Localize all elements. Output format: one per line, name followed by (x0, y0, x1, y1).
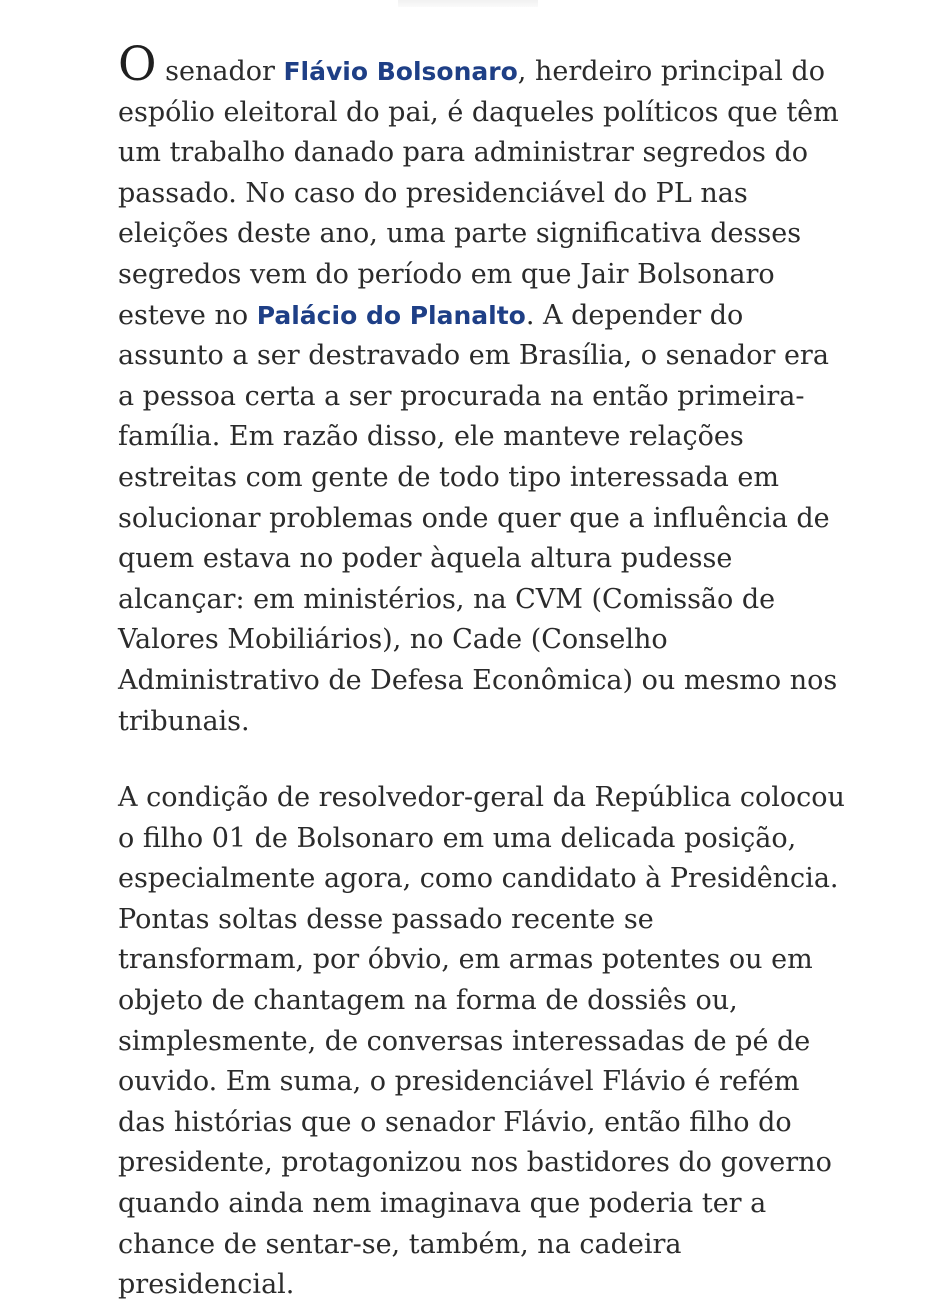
link-flavio-bolsonaro[interactable]: Flávio Bolsonaro (283, 57, 518, 86)
paragraph-1-text-b: , herdeiro principal do espólio eleitoral do pai, é daqueles políticos que têm um trabalho danado para administrar segredos do passado. No caso do presidenciável do PL nas eleições deste ano, uma parte significativa desses segredos vem do período em que Jair Bolsonaro esteve no (118, 56, 839, 331)
article-body (118, 37, 846, 1306)
article-paragraph-2: A condição de resolvedor-geral da República colocou o filho 01 de Bolsonaro em uma delicada posição, especialmente agora, como candidato à Presidência. Pontas soltas desse passado recente se transformam, por óbvio, em armas potentes ou em objeto de chantagem na forma de dossiês ou, simplesmente, de conversas interessadas de pé de ouvido. Em suma, o presidenciável Flávio é refém das histórias que o senador Flávio, então filho do presidente, protagonizou nos bastidores do governo quando ainda nem imaginava que poderia ter a chance de sentar-se, também, na cadeira presidencial. (118, 782, 845, 1301)
paragraph-1-text-c: . A depender do assunto a ser destravado em Brasília, o senador era a pessoa certa a ser procurada na então primeira-família. Em razão disso, ele manteve relações estreitas com gente de todo tipo interessada em solucionar problemas onde quer que a influência de quem estava no poder àquela altura pudesse alcançar: em ministérios, na CVM (Comissão de Valores Mobiliários), no Cade (Conselho Administrativo de Defesa Econômica) ou mesmo nos tribunais. (118, 299, 838, 737)
paragraph-1-text-a: senador (156, 56, 284, 87)
link-palacio-do-planalto[interactable]: Palácio do Planalto (256, 300, 526, 330)
article-paragraph-1 (118, 37, 846, 742)
drop-cap: O (118, 37, 157, 92)
top-divider (398, 0, 538, 7)
